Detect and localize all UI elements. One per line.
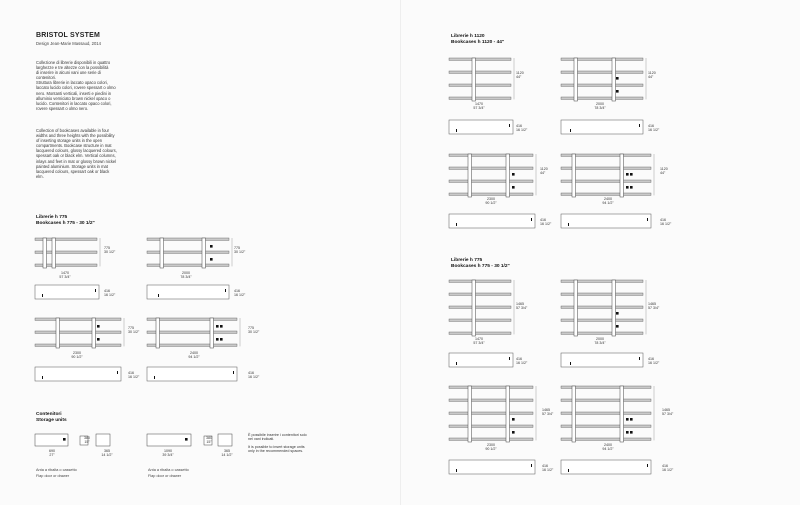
- width-label: 2000 78 3/4": [594, 102, 606, 111]
- height-label: 775 30 1/2": [234, 246, 246, 255]
- width-label: 1470 57 3/4": [59, 271, 71, 280]
- bookcase-1470-h1465-front: [448, 278, 518, 338]
- depth-label: 416 16 1/2": [234, 289, 246, 298]
- bookcase-2400-h775-front: [146, 316, 246, 352]
- depth-label: 416 16 1/2": [128, 371, 140, 380]
- width-label: 2000 78 3/4": [180, 271, 192, 280]
- bookcase-1470-h1120-front: [448, 56, 518, 102]
- depth-label: 416 16 1/2": [540, 218, 552, 227]
- bookcase-2300-plan: [34, 365, 130, 385]
- page-title: BRISTOL SYSTEM: [36, 32, 100, 39]
- bookcase-2300-plan: [448, 212, 540, 232]
- height-label: 1120 44": [648, 71, 656, 80]
- section-heading-en: Bookcases h 775 - 30 1/2": [36, 221, 95, 226]
- storage-height-label: 380 15": [206, 436, 212, 445]
- height-label: 775 30 1/2": [104, 246, 116, 255]
- height-label: 1465 57 3/4": [516, 302, 528, 311]
- storage-type-en: Flap door or drawer: [148, 474, 182, 478]
- storage-unit-1090-drawings: [146, 432, 242, 450]
- bookcase-2400-plan: [560, 212, 660, 232]
- depth-label: 416 16 1/2": [542, 464, 554, 473]
- section-heading-it: Librerie h 775: [36, 215, 68, 220]
- storage-note-en: It is possible to insert storage units only in the recommended spaces.: [248, 445, 305, 454]
- bookcase-2000-h1465-front: [560, 278, 650, 338]
- bookcase-2300-h1120-front: [448, 152, 540, 198]
- storage-heading-en: Storage units: [36, 418, 67, 423]
- storage-type-it: Anta a ribalta o cassetto: [148, 468, 189, 472]
- width-label: 2300 90 1/2": [71, 351, 83, 360]
- depth-label: 416 16 1/2": [516, 357, 528, 366]
- bookcase-2000-h775-front: [146, 236, 236, 272]
- section-heading-it: Librerie h 775: [451, 258, 483, 263]
- bookcase-2000-plan: [146, 283, 236, 303]
- bookcase-1470-plan: [448, 118, 518, 138]
- width-label: 1470 57 3/4": [473, 102, 485, 111]
- storage-note-it: È possibile inserire i contenitori solo nei vani indicati.: [248, 433, 307, 442]
- height-label: 1465 57 3/4": [662, 408, 674, 417]
- bookcase-2300-plan: [448, 458, 540, 478]
- page-spine: [400, 0, 401, 505]
- designer-credit: Design Jean-Marie Massaud, 2014: [36, 41, 101, 46]
- storage-type-en: Flap door or drawer: [36, 474, 70, 478]
- storage-depth-label: 365 14 1/2": [221, 449, 233, 458]
- bookcase-2000-plan: [560, 351, 650, 371]
- depth-label: 416 16 1/2": [248, 371, 260, 380]
- storage-unit-690-drawings: [34, 432, 124, 450]
- bookcase-1470-plan: [34, 283, 106, 303]
- height-label: 1120 44": [540, 167, 548, 176]
- bookcase-2400-plan: [146, 365, 246, 385]
- width-label: 1470 57 3/4": [473, 337, 485, 346]
- width-label: 2300 90 1/2": [485, 443, 497, 452]
- bookcase-1470-h775-front: [34, 236, 106, 272]
- width-label: 2400 94 1/2": [602, 443, 614, 452]
- storage-type-it: Anta a ribalta o cassetto: [36, 468, 77, 472]
- height-label: 775 30 1/2": [128, 326, 140, 335]
- section-heading-it: Librerie h 1120: [451, 34, 485, 39]
- storage-height-label: 380 15": [84, 436, 90, 445]
- bookcase-2400-h1120-front: [560, 152, 660, 198]
- height-label: 1465 57 3/4": [542, 408, 554, 417]
- width-label: 2300 90 1/2": [485, 197, 497, 206]
- depth-label: 416 16 1/2": [660, 218, 672, 227]
- storage-heading-it: Contenitori: [36, 412, 62, 417]
- depth-label: 416 16 1/2": [662, 464, 674, 473]
- storage-width-label: 690 27": [49, 449, 55, 458]
- bookcase-2400-h1465-front: [560, 384, 660, 444]
- width-label: 2400 94 1/2": [188, 351, 200, 360]
- depth-label: 416 16 1/2": [648, 357, 660, 366]
- height-label: 1120 44": [660, 167, 668, 176]
- bookcase-1470-plan: [448, 351, 518, 371]
- storage-depth-label: 365 14 1/2": [101, 449, 113, 458]
- depth-label: 416 16 1/2": [104, 289, 116, 298]
- description-italian: Collezione di librerie disponibili in quattro larghezze e tre altezze con la possibilità di inserire in alcuni vani une serie di contenitori. Struttura librerie in laccato opaco colori, laccato lucido colori, rovere spessart o olmo nero. Montanti verticali, inserti e piedini in alluminio verniciato brown nickel opaco o lucido. Contenitori in laccato opaco colori, rovere spessart o olmo nero.: [36, 60, 116, 111]
- description-english: Collection of bookcases available in four widths and three heights with the possibility of inserting storage units in the open compartments. Bookcase structure in mat lacquered colours, glossy lacquered colours, spessart oak or black elm. Vertical columns, inlays and feet in mat or glossy brown nickel painted aluminium. Storage units in mat lacquered colours, spessart oak or black elm.: [36, 128, 117, 179]
- bookcase-2000-h1120-front: [560, 56, 650, 102]
- bookcase-2300-h775-front: [34, 316, 130, 352]
- height-label: 775 30 1/2": [248, 326, 260, 335]
- depth-label: 416 16 1/2": [516, 124, 528, 133]
- height-label: 1120 44": [516, 71, 524, 80]
- width-label: 2000 78 3/4": [594, 337, 606, 346]
- storage-width-label: 1090 39 3/4": [162, 449, 174, 458]
- section-heading-en: Bookcases h 1120 - 44": [451, 40, 505, 45]
- width-label: 2400 94 1/2": [602, 197, 614, 206]
- bookcase-2300-h1465-front: [448, 384, 540, 444]
- section-heading-en: Bookcases h 775 - 30 1/2": [451, 264, 510, 269]
- bookcase-2000-plan: [560, 118, 650, 138]
- bookcase-2400-plan: [560, 458, 660, 478]
- depth-label: 416 16 1/2": [648, 124, 660, 133]
- height-label: 1465 57 3/4": [648, 302, 660, 311]
